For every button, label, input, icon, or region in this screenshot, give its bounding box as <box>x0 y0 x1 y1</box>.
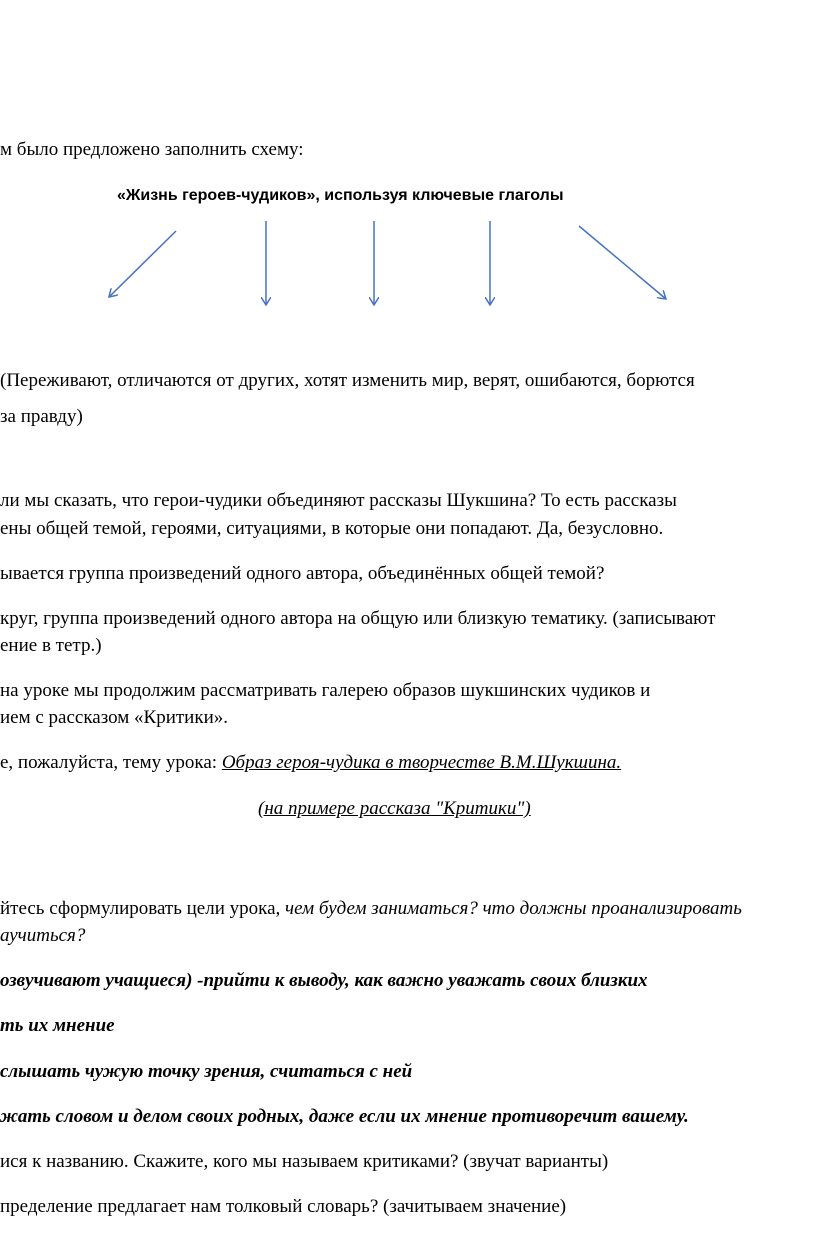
topic-line <box>0 752 621 774</box>
topic-title: Образ героя-чудика в творчестве В.М.Шукшина. <box>221 752 622 773</box>
goal-item-4: жать словом и делом своих родных, даже если их мнение противоречит вашему. <box>0 1106 689 1127</box>
goal-item-1: озвучивают учащиеся) -прийти к выводу, как важно уважать своих близких <box>0 970 648 991</box>
arrow-down-left-icon <box>109 231 176 297</box>
lesson-intro-line-2: ием с рассказом «Критики». <box>0 707 228 728</box>
schema-arrows <box>0 0 816 330</box>
schema-title: «Жизнь героев-чудиков», используя ключевые глаголы <box>117 187 564 204</box>
topic-subtitle: (на примере рассказа "Критики") <box>258 798 531 819</box>
topic-prefix: е, пожалуйста, тему урока: <box>0 752 222 773</box>
question4: пределение предлагает нам толковый словарь? (зачитываем значение) <box>0 1196 567 1217</box>
goals-question-line-1 <box>0 898 742 920</box>
question1-line-2: ены общей темой, героями, ситуациями, в которые они попадают. Да, безусловно. <box>0 518 664 539</box>
verbs-line-1: (Переживают, отличаются от других, хотят изменить мир, верят, ошибаются, борются <box>0 370 695 391</box>
intro-text: м было предложено заполнить схему: <box>0 139 304 160</box>
answer2-line-1: круг, группа произведений одного автора на общую или близкую тематику. (записывают <box>0 608 716 629</box>
arrow-down-right-icon <box>579 226 666 299</box>
verbs-line-2: за правду) <box>0 406 83 427</box>
answer2-line-2: ение в тетр.) <box>0 635 102 656</box>
lesson-intro-line-1: на уроке мы продолжим рассматривать галерею образов шукшинских чудиков и <box>0 680 651 701</box>
goal-item-3: слышать чужую точку зрения, считаться с ней <box>0 1061 413 1082</box>
question1-line-1: ли мы сказать, что герои-чудики объединяют рассказы Шукшина? То есть рассказы <box>0 490 677 511</box>
question3: ися к названию. Скажите, кого мы называем критиками? (звучат варианты) <box>0 1151 609 1172</box>
goal-item-2: ть их мнение <box>0 1015 115 1036</box>
question2: ывается группа произведений одного автора, объединённых общей темой? <box>0 563 605 584</box>
goals-question-line-2: аучиться? <box>0 925 86 946</box>
goals-question-italic: , чем будем заниматься? что должны проанализировать <box>275 898 742 919</box>
goals-question-prefix: йтесь сформулировать цели урока <box>0 898 276 919</box>
